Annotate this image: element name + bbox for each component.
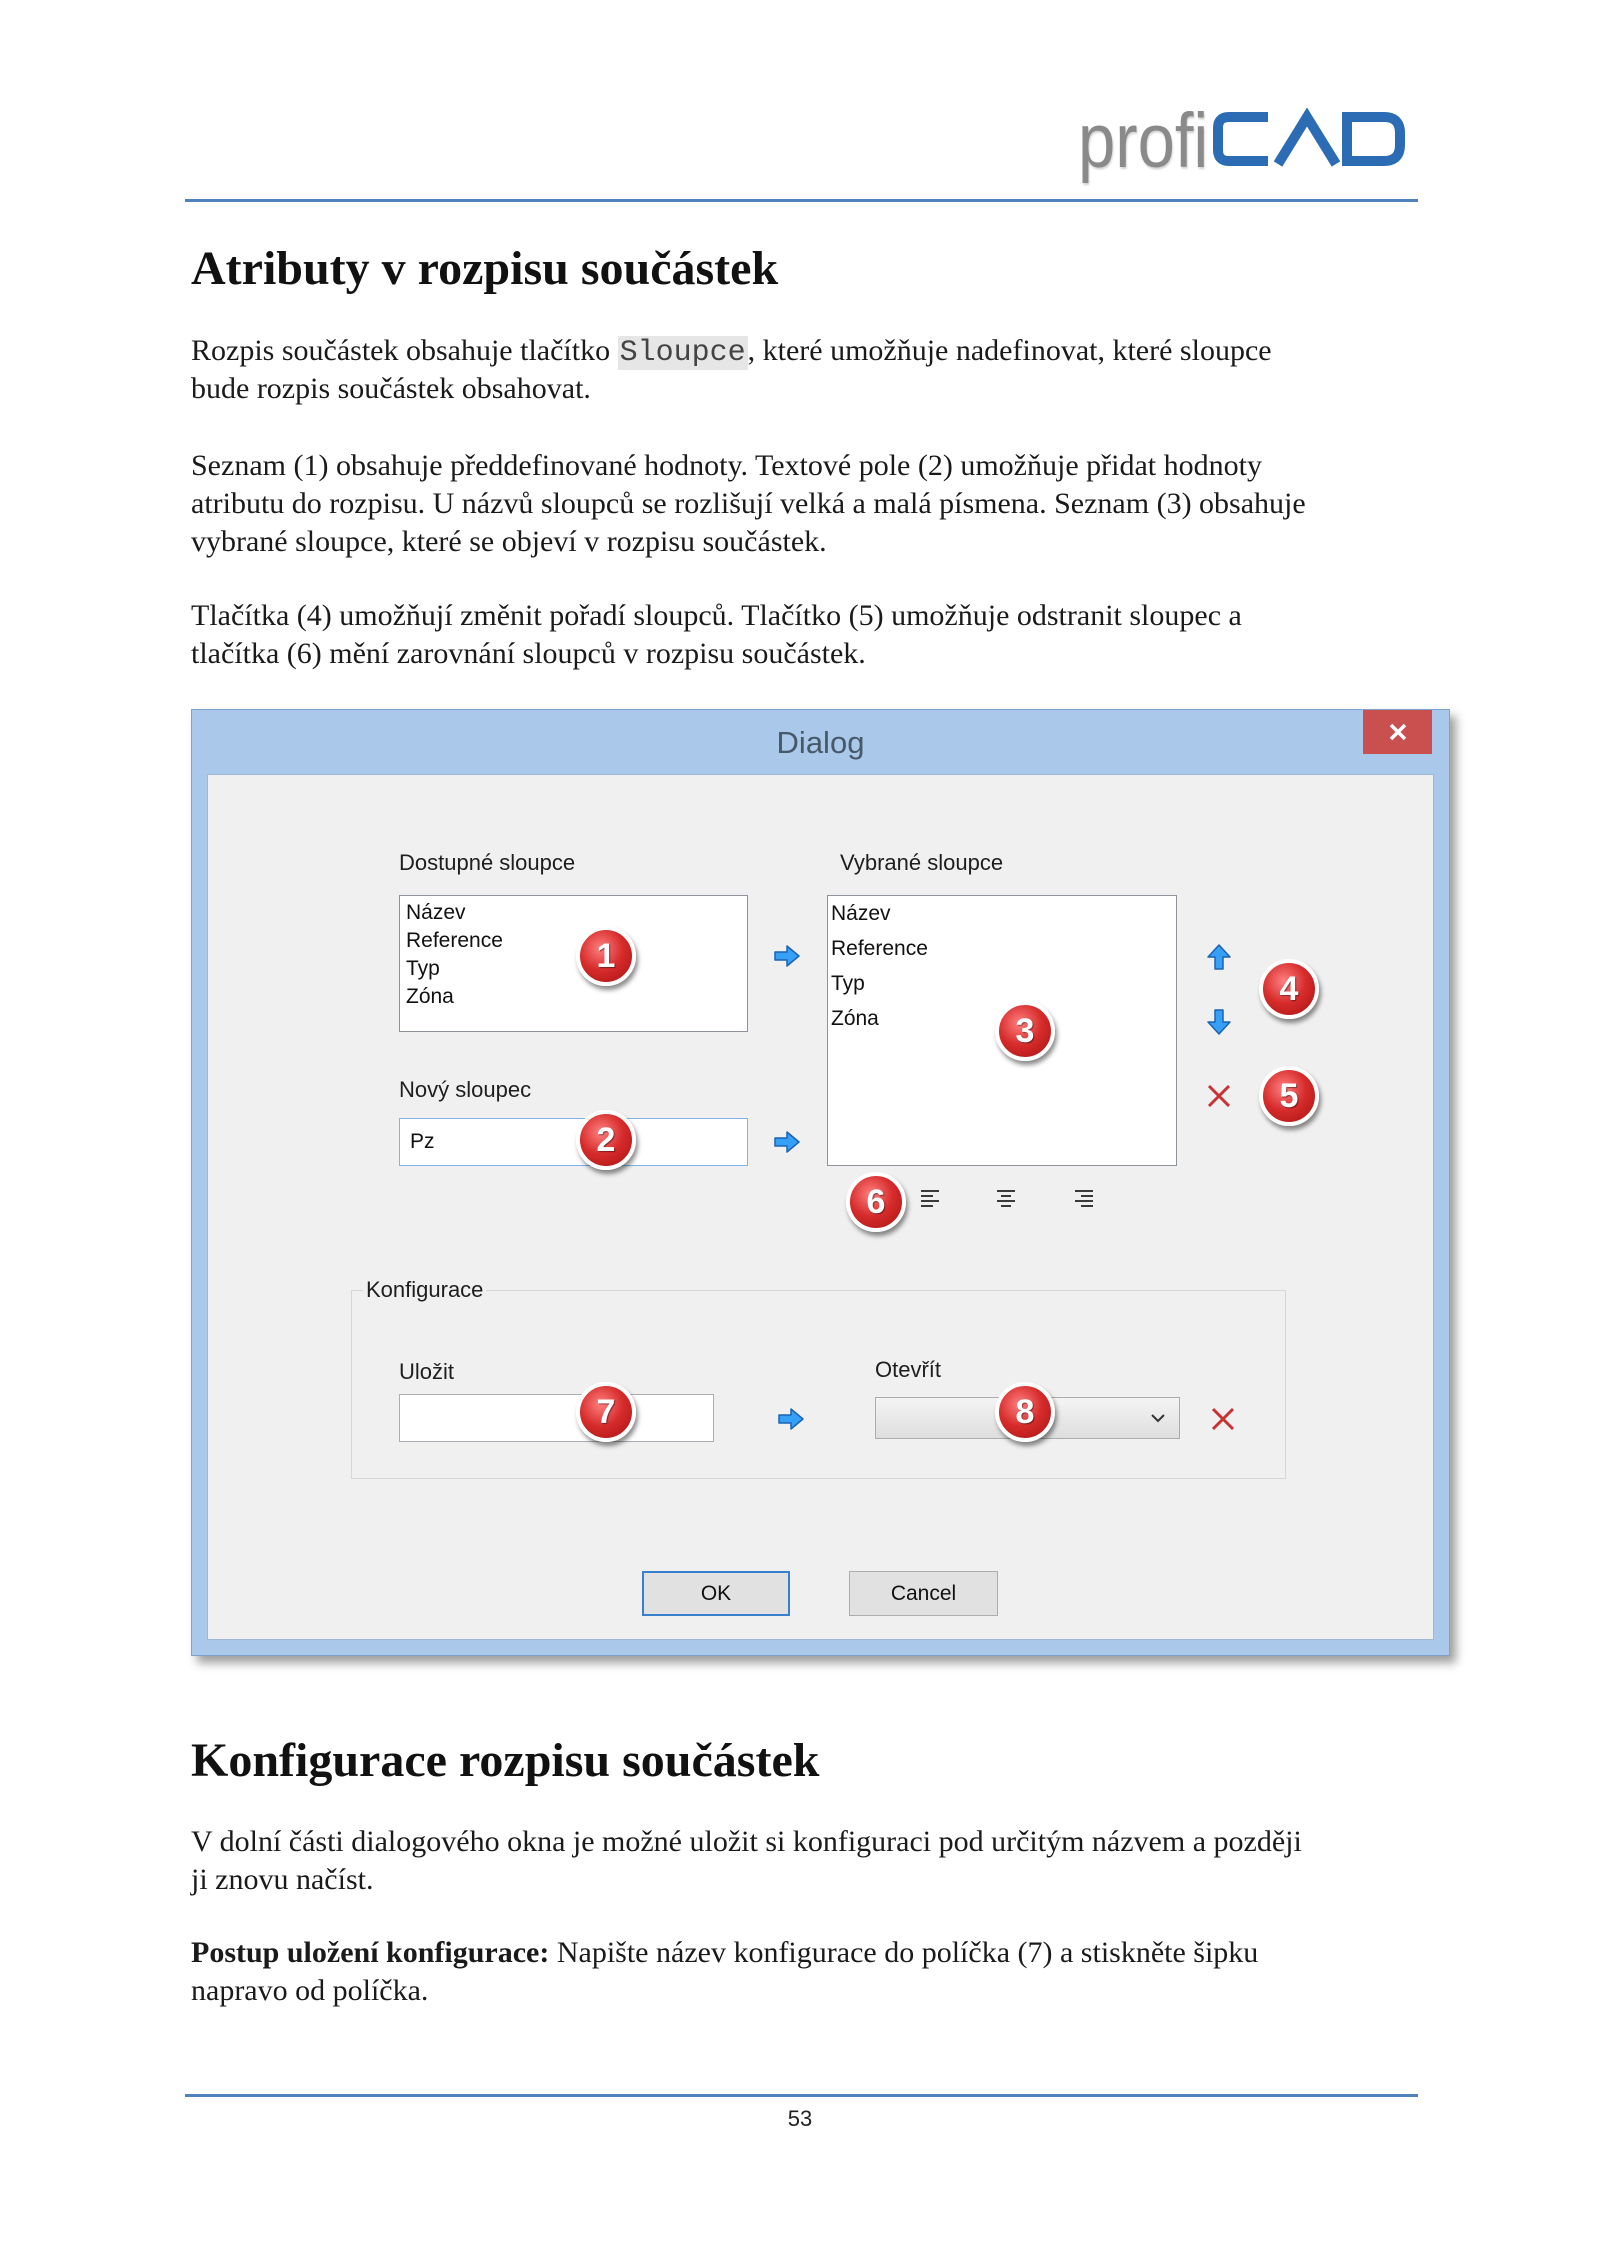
list-item[interactable]: Název	[406, 901, 466, 924]
close-icon	[1387, 721, 1409, 743]
align-left-icon[interactable]	[919, 1188, 943, 1210]
dialog-title: Dialog	[776, 725, 865, 760]
arrow-up-icon[interactable]	[1206, 943, 1232, 971]
new-column-label: Nový sloupec	[399, 1077, 532, 1102]
save-procedure-text: Napište název konfigurace do políčka (7) a stiskněte šipku	[549, 1936, 1259, 1969]
paragraph-line: vybrané sloupce, které se objeví v rozpisu součástek.	[191, 525, 827, 558]
paragraph-line: Tlačítka (4) umožňují změnit pořadí sloupců. Tlačítko (5) umožňuje odstranit sloupec a	[191, 599, 1242, 632]
chevron-down-icon	[1151, 1414, 1165, 1423]
paragraph-line: napravo od políčka.	[191, 1974, 429, 2007]
configuration-group	[351, 1290, 1286, 1479]
save-procedure-paragraph	[191, 1934, 1258, 2010]
intro-line-1	[191, 332, 1272, 370]
callout-1: 1	[576, 926, 636, 986]
list-item[interactable]: Zóna	[831, 1007, 879, 1030]
intro-line-2: bude rozpis součástek obsahovat.	[191, 372, 591, 405]
save-config-label: Uložit	[399, 1359, 455, 1384]
ok-button[interactable]: OK	[642, 1571, 790, 1616]
list-item[interactable]: Typ	[406, 957, 440, 980]
list-item[interactable]: Reference	[831, 937, 928, 960]
paragraph-line: ji znovu načíst.	[191, 1863, 374, 1896]
page-number: 53	[787, 2106, 813, 2131]
list-item[interactable]: Zóna	[406, 985, 454, 1008]
callout-3: 3	[995, 1001, 1055, 1061]
section-heading-attributes: Atributy v rozpisu součástek	[191, 242, 779, 295]
open-config-label: Otevřít	[875, 1357, 942, 1382]
align-right-icon[interactable]	[1071, 1188, 1095, 1210]
paragraph-line: Seznam (1) obsahuje předdefinované hodnoty. Textové pole (2) umožňuje přidat hodnoty	[191, 449, 1262, 482]
cancel-button[interactable]: Cancel	[849, 1571, 998, 1616]
columns-button-code: Sloupce	[619, 336, 746, 370]
arrow-down-icon[interactable]	[1206, 1008, 1232, 1036]
paragraph-line: V dolní části dialogového okna je možné uložit si konfiguraci pod určitým názvem a později	[191, 1825, 1302, 1858]
configuration-paragraph	[191, 1823, 1302, 1899]
remove-column-icon[interactable]	[1205, 1082, 1233, 1110]
selected-columns-label: Vybrané sloupce	[840, 850, 1004, 875]
buttons-paragraph	[191, 597, 1242, 673]
intro-text-before: Rozpis součástek obsahuje tlačítko	[191, 334, 618, 367]
callout-5: 5	[1259, 1066, 1319, 1126]
columns-dialog	[191, 709, 1450, 1656]
paragraph-line: atributu do rozpisu. U názvů sloupců se rozlišují velká a malá písmena. Seznam (3) obsahuje	[191, 487, 1306, 520]
callout-6: 6	[846, 1172, 906, 1232]
lists-paragraph	[191, 447, 1306, 561]
section-heading-configuration: Konfigurace rozpisu součástek	[191, 1734, 820, 1787]
footer-rule	[185, 2094, 1418, 2097]
save-config-input[interactable]	[399, 1394, 714, 1442]
save-procedure-title: Postup uložení konfigurace:	[191, 1936, 550, 1969]
header-rule	[185, 199, 1418, 202]
close-button[interactable]	[1363, 710, 1432, 754]
arrow-right-icon[interactable]	[773, 1130, 801, 1154]
callout-2: 2	[576, 1110, 636, 1170]
delete-config-icon[interactable]	[1209, 1405, 1237, 1433]
available-columns-list[interactable]	[399, 895, 748, 1032]
arrow-right-icon[interactable]	[773, 944, 801, 968]
available-columns-label: Dostupné sloupce	[399, 850, 576, 875]
list-item[interactable]: Název	[831, 902, 891, 925]
callout-7: 7	[576, 1382, 636, 1442]
configuration-group-label: Konfigurace	[363, 1277, 486, 1303]
paragraph-line	[191, 1934, 1258, 1972]
callout-8: 8	[995, 1382, 1055, 1442]
new-column-input[interactable]	[399, 1118, 748, 1166]
list-item[interactable]: Reference	[406, 929, 503, 952]
intro-text-after: , které umožňuje nadefinovat, které sloupce	[747, 334, 1272, 367]
arrow-right-icon[interactable]	[777, 1407, 805, 1431]
dialog-client-area	[207, 774, 1434, 1640]
intro-paragraph	[191, 332, 1272, 408]
list-item[interactable]: Typ	[831, 972, 865, 995]
paragraph-line: tlačítka (6) mění zarovnání sloupců v rozpisu součástek.	[191, 637, 866, 670]
logo-cad-mark	[1210, 108, 1406, 170]
align-center-icon[interactable]	[994, 1188, 1018, 1210]
callout-4: 4	[1259, 959, 1319, 1019]
logo-text-profi: profi	[1078, 98, 1209, 184]
